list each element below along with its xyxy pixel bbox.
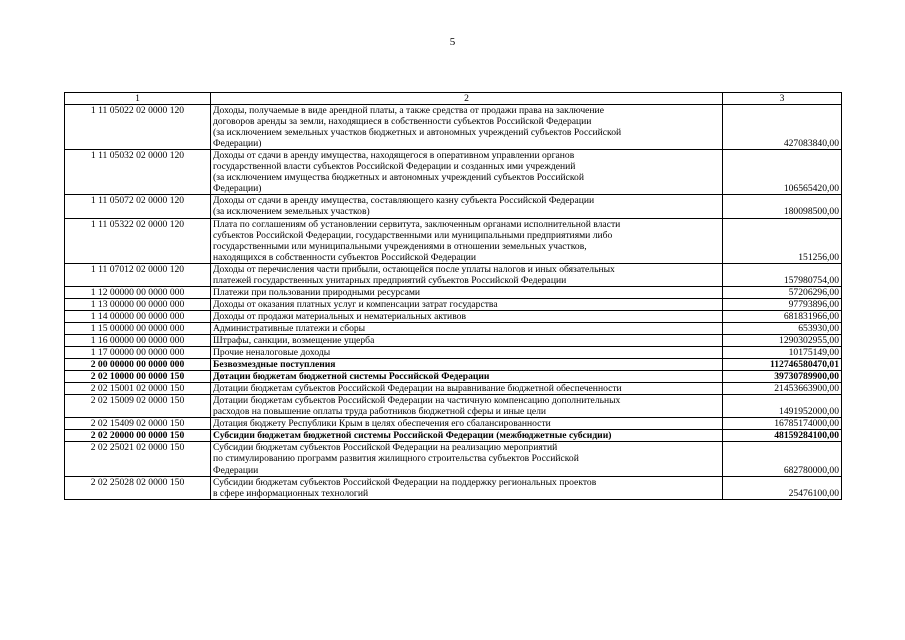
table-row [65, 371, 842, 383]
description-cell: Доходы от оказания платных услуг и компенсации затрат государства [211, 298, 723, 310]
table-header-row [65, 93, 842, 105]
budget-code-cell: 2 00 00000 00 0000 000 [65, 359, 211, 371]
description-cell: Дотация бюджету Республики Крым в целях обеспечения его сбалансированности [211, 418, 723, 430]
table-row [65, 286, 842, 298]
budget-code-cell: 1 14 00000 00 0000 000 [65, 310, 211, 322]
description-cell: Доходы от перечисления части прибыли, остающейся после уплаты налогов и иных обязательных платежей государственных унитарных предприятий субъектов Российской Федерации [211, 263, 723, 286]
description-cell: Платежи при пользовании природными ресурсами [211, 286, 723, 298]
amount-cell: 427083840,00 [723, 105, 842, 150]
budget-code-cell: 2 02 15409 02 0000 150 [65, 418, 211, 430]
budget-code-cell: 1 13 00000 00 0000 000 [65, 298, 211, 310]
budget-code-cell: 1 12 00000 00 0000 000 [65, 286, 211, 298]
amount-cell: 112746580470,01 [723, 359, 842, 371]
table-row [65, 150, 842, 195]
amount-cell: 180098500,00 [723, 195, 842, 218]
budget-code-cell: 2 02 25021 02 0000 150 [65, 442, 211, 476]
amount-cell: 16785174000,00 [723, 418, 842, 430]
description-cell: Субсидии бюджетам субъектов Российской Федерации на поддержку региональных проектов в сфере информационных технологий [211, 476, 723, 499]
header-col-2: 2 [211, 93, 723, 105]
description-cell: Дотации бюджетам субъектов Российской Федерации на выравнивание бюджетной обеспеченности [211, 383, 723, 395]
table-row [65, 218, 842, 263]
table-row [65, 322, 842, 334]
amount-cell: 1491952000,00 [723, 395, 842, 418]
amount-cell: 1290302955,00 [723, 334, 842, 346]
description-cell: Доходы от сдачи в аренду имущества, находящегося в оперативном управлении органов государственной власти субъектов Российской Федерации и созданных ими учреждений (за исключением имущества бюджетных и автономных учреждений субъектов Российской Федерации) [211, 150, 723, 195]
table-row [65, 298, 842, 310]
budget-code-cell: 1 11 07012 02 0000 120 [65, 263, 211, 286]
table-body [65, 93, 842, 500]
budget-code-cell: 1 15 00000 00 0000 000 [65, 322, 211, 334]
amount-cell: 681831966,00 [723, 310, 842, 322]
budget-code-cell: 1 11 05072 02 0000 120 [65, 195, 211, 218]
amount-cell: 151256,00 [723, 218, 842, 263]
description-cell: Доходы, получаемые в виде арендной платы, а также средства от продажи права на заключение договоров аренды за земли, находящиеся в собственности субъектов Российской Федерации (за исключением земельных участков бюджетных и автономных учреждений субъектов Российской Федерации) [211, 105, 723, 150]
budget-code-cell: 2 02 20000 00 0000 150 [65, 430, 211, 442]
table-row [65, 418, 842, 430]
description-cell: Административные платежи и сборы [211, 322, 723, 334]
amount-cell: 682780000,00 [723, 442, 842, 476]
budget-code-cell: 1 16 00000 00 0000 000 [65, 334, 211, 346]
table-row [65, 263, 842, 286]
description-cell: Субсидии бюджетам бюджетной системы Российской Федерации (межбюджетные субсидии) [211, 430, 723, 442]
budget-code-cell: 2 02 10000 00 0000 150 [65, 371, 211, 383]
budget-code-cell: 2 02 15009 02 0000 150 [65, 395, 211, 418]
amount-cell: 106565420,00 [723, 150, 842, 195]
budget-code-cell: 1 11 05032 02 0000 120 [65, 150, 211, 195]
amount-cell: 21453663900,00 [723, 383, 842, 395]
amount-cell: 39730789900,00 [723, 371, 842, 383]
amount-cell: 48159284100,00 [723, 430, 842, 442]
budget-code-cell: 1 11 05322 02 0000 120 [65, 218, 211, 263]
description-cell: Штрафы, санкции, возмещение ущерба [211, 334, 723, 346]
budget-code-cell: 1 11 05022 02 0000 120 [65, 105, 211, 150]
table-row [65, 395, 842, 418]
description-cell: Прочие неналоговые доходы [211, 347, 723, 359]
amount-cell: 57206296,00 [723, 286, 842, 298]
budget-code-cell: 2 02 25028 02 0000 150 [65, 476, 211, 499]
amount-cell: 10175149,00 [723, 347, 842, 359]
budget-code-cell: 1 17 00000 00 0000 000 [65, 347, 211, 359]
amount-cell: 25476100,00 [723, 476, 842, 499]
header-col-3: 3 [723, 93, 842, 105]
table-row [65, 359, 842, 371]
page-number: 5 [449, 36, 456, 48]
table-row [65, 442, 842, 476]
table-row [65, 195, 842, 218]
header-col-1: 1 [65, 93, 211, 105]
revenue-table [64, 92, 842, 500]
description-cell: Дотации бюджетам субъектов Российской Федерации на частичную компенсацию дополнительных расходов на повышение оплаты труда работников бюджетной сферы и иные цели [211, 395, 723, 418]
table-row [65, 310, 842, 322]
table-row [65, 334, 842, 346]
description-cell: Доходы от продажи материальных и нематериальных активов [211, 310, 723, 322]
amount-cell: 157980754,00 [723, 263, 842, 286]
description-cell: Доходы от сдачи в аренду имущества, составляющего казну субъекта Российской Федерации (за исключением земельных участков) [211, 195, 723, 218]
table-row [65, 430, 842, 442]
table-row [65, 347, 842, 359]
description-cell: Плата по соглашениям об установлении сервитута, заключенным органами исполнительной власти субъектов Российской Федерации, государственными или муниципальными предприятиями либо государственными или муниципальными учреждениями в отношении земельных участков, находящихся в собственности субъектов Российской Федерации [211, 218, 723, 263]
table-row [65, 105, 842, 150]
description-cell: Дотации бюджетам бюджетной системы Российской Федерации [211, 371, 723, 383]
budget-code-cell: 2 02 15001 02 0000 150 [65, 383, 211, 395]
description-cell: Субсидии бюджетам субъектов Российской Федерации на реализацию мероприятий по стимулированию программ развития жилищного строительства субъектов Российской Федерации [211, 442, 723, 476]
amount-cell: 97793896,00 [723, 298, 842, 310]
description-cell: Безвозмездные поступления [211, 359, 723, 371]
amount-cell: 653930,00 [723, 322, 842, 334]
table-row [65, 383, 842, 395]
table-row [65, 476, 842, 499]
